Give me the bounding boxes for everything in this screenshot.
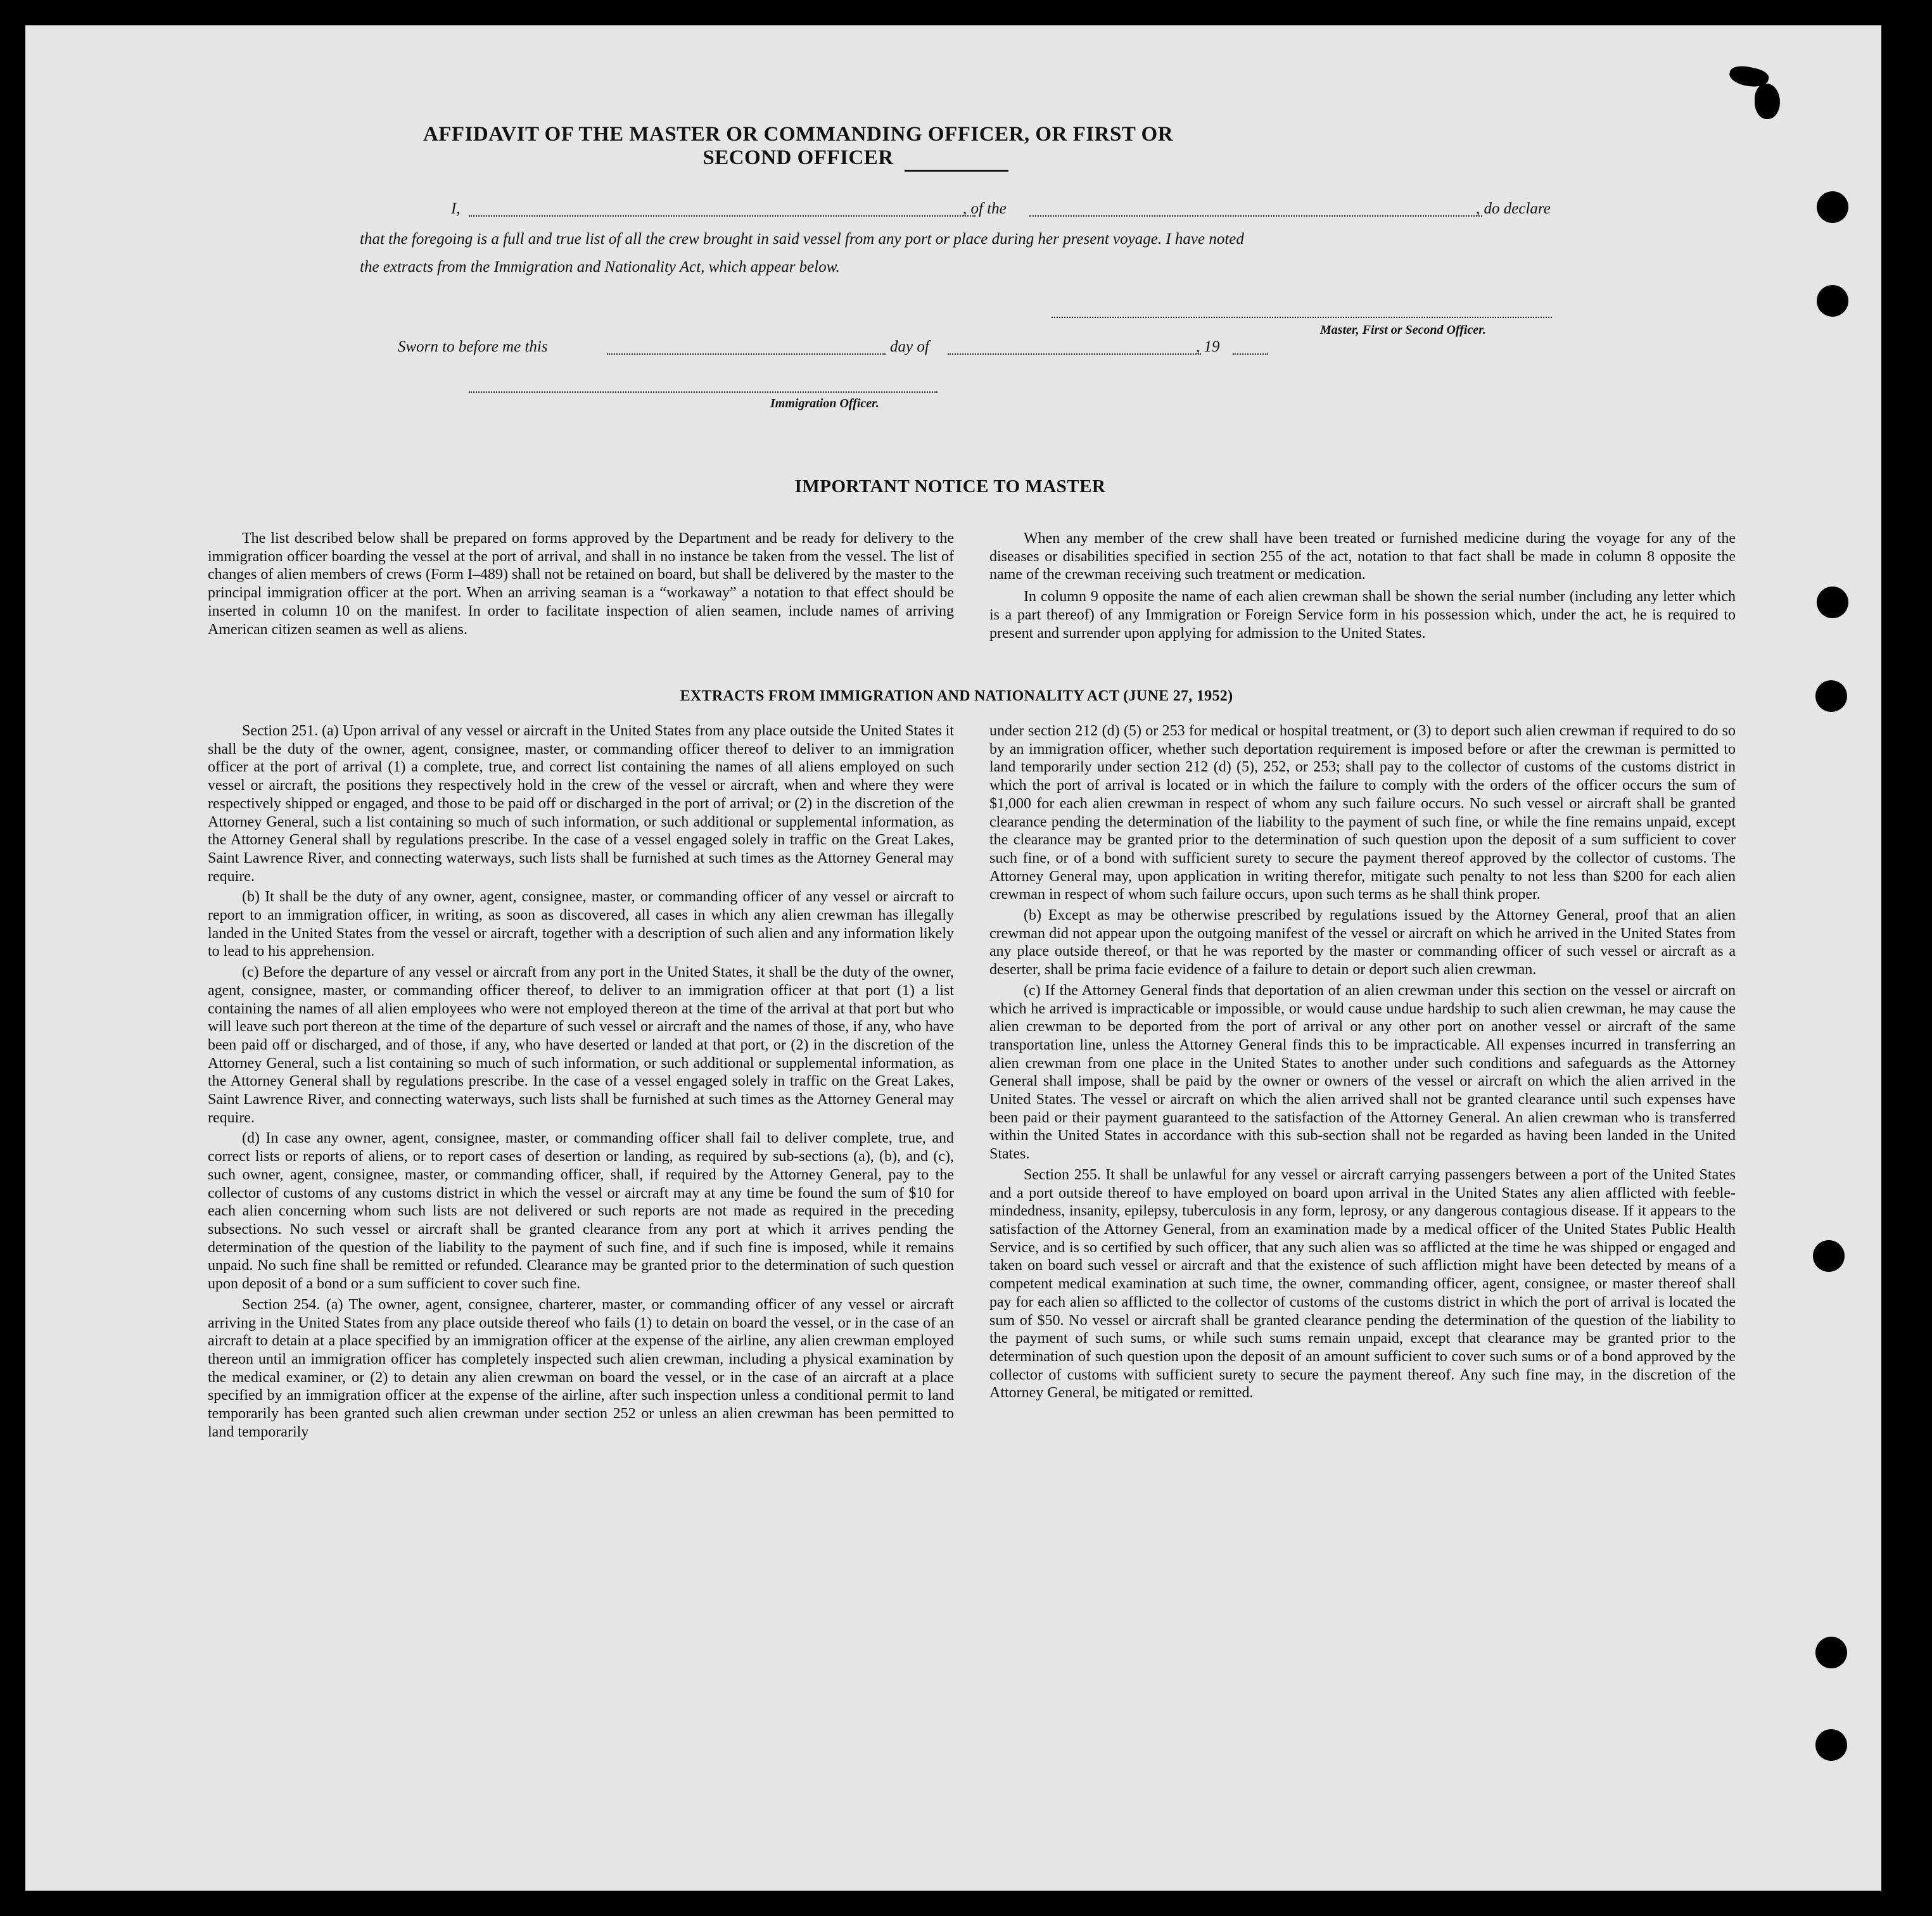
- ink-blot: [1755, 84, 1780, 119]
- sworn-year-blank[interactable]: [1233, 353, 1268, 355]
- section-251-b: (b) It shall be the duty of any owner, agent, consignee, master, or commanding officer of any vessel or aircraft to report to an immigration officer, in writing, as soon as discovered, all cases in which any alien crewman has illegally landed in the United States from the vessel or aircraft, together with a description of such alien and any information likely to lead to his apprehension.: [208, 889, 954, 960]
- section-251-a: Section 251. (a) Upon arrival of any vessel or aircraft in the United States from any place outside the United States it shall be the duty of the owner, agent, consignee, master, or commanding officer thereof to deliver to an immigration officer at the port of arrival (1) a complete, true, and correct list containing the names of all aliens employed on such vessel or aircraft, the positions they respectively hold in the crew of the vessel or aircraft, when and where they were respectively shipped or engaged, and those to be paid off or discharged in the port of arrival; or (2) in the discretion of the Attorney General, such a list containing so much of such information, or such additional or supplemental information, as the Attorney General shall by regulations prescribe. In the case of a vessel engaged solely in traffic on the Great Lakes, Saint Lawrence River, and connecting waterways, such lists shall be furnished at such times as the Attorney General may require.: [208, 723, 954, 885]
- affidavit-statement-line1: that the foregoing is a full and true list of all the crew brought in said vessel from any port or place during her present voyage. I have noted: [360, 231, 1244, 248]
- section-251-d: (d) In case any owner, agent, consignee, master, or commanding officer shall fail to deliver complete, true, and correct lists or reports of aliens, or to report cases of desertion or landing, as required by sub-sections (a), (b), and (c), such owner, agent, consignee, master, or commanding officer, shall, if required by the Attorney General, pay to the collector of customs of any customs district in which the vessel or aircraft may at any time be found the sum of $10 for each alien concerning whom such lists are not delivered or such reports are not made as required in the preceding subsections. No such vessel or aircraft shall be granted clearance from any port at which it arrives pending the determination of the question of the liability to the payment of such fine, and if such fine is imposed, while it remains unpaid. No such fine shall be remitted or refunded. Clearance may be granted prior to the determination of such question upon deposit of a bond or a sum sufficient to cover such fine.: [208, 1130, 954, 1293]
- title-rule: [905, 170, 1008, 172]
- punch-hole: [1813, 1240, 1845, 1272]
- section-254-b: (b) Except as may be otherwise prescribed by regulations issued by the Attorney General, proof that an alien crewman did not appear upon the outgoing manifest of the vessel or aircraft on which he arrived in the United States from any place outside thereof, or that he was reported by the master or commanding officer of such vessel or aircraft as a deserter, shall be prima facie evidence of a failure to detain or deport such alien crewman.: [989, 907, 1736, 979]
- notice-title: IMPORTANT NOTICE TO MASTER: [794, 476, 1106, 497]
- notice-right-column: [989, 530, 1736, 645]
- master-caption: Master, First or Second Officer.: [1320, 323, 1486, 337]
- officer-signature-line[interactable]: [469, 391, 937, 393]
- section-254-a-continued: under section 212 (d) (5) or 253 for medical or hospital treatment, or (3) to deport such alien crewman if required to do so by an immigration officer, whether such deportation requirement is imposed before or after the crewman is permitted to land temporarily under section 212 (d) (5), 252, or 253; shall pay to the collector of customs of the customs district in which the port of arrival is located or in which the failure to comply with the orders of the officer occurs the sum of $1,000 for each alien crewman in respect of whom any such failure occurs. No such vessel or aircraft shall be granted clearance pending the determination of the liability to the payment of such fine, or while the fine remains unpaid, except the clearance may be granted prior to the determination of such question upon the deposit of a sum sufficient to cover such fine, or of a bond with sufficient surety to secure the payment thereof approved by the collector of customs. The Attorney General may, upon application in writing therefor, mitigate such penalty to not less than $200 for each alien crewman in respect of whom such failure occurs, upon such terms as he shall think proper.: [989, 723, 1736, 903]
- name-blank[interactable]: [469, 215, 976, 217]
- sworn-label: Sworn to before me this: [398, 338, 548, 355]
- vessel-blank[interactable]: [1029, 215, 1482, 217]
- sworn-year-label: , 19: [1196, 338, 1220, 355]
- of-the-label: , of the: [963, 200, 1007, 217]
- affidavit-statement-line2: the extracts from the Immigration and Nationality Act, which appear below.: [360, 258, 840, 276]
- day-of-label: day of: [890, 338, 929, 355]
- master-signature-line[interactable]: [1052, 317, 1552, 318]
- notice-right-paragraph-1: When any member of the crew shall have been treated or furnished medicine during the voyage for any of the diseases or disabilities specified in section 255 of the act, notation to that fact shall be made in column 8 opposite the name of the crewman receiving such treatment or medication.: [989, 530, 1736, 583]
- extracts-left-column: [208, 722, 954, 1443]
- section-254-a: Section 254. (a) The owner, agent, consignee, charterer, master, or commanding officer of any vessel or aircraft arriving in the United States from any place outside thereof who fails (1) to detain on board the vessel, or in the case of an aircraft to detain at a place specified by an immigration officer at the expense of the airline, any alien crewman employed thereon until an immigration officer has completely inspected such alien crewman, including a physical examination by the medical examiner, or (2) to detain any alien crewman on board the vessel, or in the case of an aircraft at a place specified by an immigration officer at the expense of the airline, after such inspection unless a conditional permit to land temporarily has been granted such alien crewman under section 252 or unless an alien crewman has been permitted to land temporarily: [208, 1296, 954, 1440]
- affidavit-title: AFFIDAVIT OF THE MASTER OR COMMANDING OFFICER, OR FIRST OR SECOND OFFICER: [423, 123, 1174, 169]
- affidavit-i-label: I,: [451, 200, 461, 217]
- punch-hole: [1817, 191, 1848, 223]
- section-254-c: (c) If the Attorney General finds that deportation of an alien crewman under this section on the vessel or aircraft on which he arrived is impracticable or impossible, or would cause undue hardship to such alien crewman, he may cause the alien crewman to be deported from the port of arrival or any other port on another vessel or aircraft of the same transportation line, unless the Attorney General finds this to be impracticable. All expenses incurred in transferring an alien crewman from one place in the United States to another under such conditions and safeguards as the Attorney General shall impose, shall be paid by the owner or owners of the vessel or aircraft on which the alien arrived in the United States. The vessel or aircraft on which the alien arrived shall not be granted clearance until such expenses have been paid or their payment guaranteed to the satisfaction of the Attorney General. An alien crewman who is transferred within the United States in accordance with this sub-section shall not be regarded as having been landed in the United States.: [989, 982, 1736, 1163]
- document-page: [25, 25, 1881, 1891]
- notice-left-column: [208, 530, 954, 641]
- notice-left-paragraph: The list described below shall be prepared on forms approved by the Department and be ready for delivery to the immigration officer boarding the vessel at the port of arrival, and shall in no instance be taken from the vessel. The list of changes of alien members of crews (Form I–489) shall not be retained on board, but shall be delivered by the master to the principal immigration officer at the port. When an arriving seaman is a “workaway” a notation to that effect should be inserted in column 10 on the manifest. In order to facilitate inspection of alien seamen, include names of arriving American citizen seamen as well as aliens.: [208, 530, 954, 638]
- punch-hole: [1815, 1637, 1847, 1668]
- sworn-month-blank[interactable]: [948, 353, 1201, 355]
- extracts-right-column: [989, 722, 1736, 1405]
- section-255: Section 255. It shall be unlawful for any vessel or aircraft carrying passengers between a port of the United States and a port outside thereof to have employed on board upon arrival in the United States any alien afflicted with feeble-mindedness, insanity, epilepsy, tuberculosis in any form, leprosy, or any dangerous contagious disease. If it appears to the satisfaction of the Attorney General, from an examination made by a medical officer of the United States Public Health Service, and is so certified by such officer, that any such alien was so afflicted at the time he was shipped or engaged and taken on board such vessel or aircraft and that the existence of such affliction might have been detected by means of a competent medical examination at such time, the owner, commanding officer, agent, consignee, or master thereof shall pay for each alien so afflicted to the collector of customs of the customs district in which the port of arrival is located the sum of $50. No vessel or aircraft shall be granted clearance pending the determination of the question of the liability to the payment of such sums, or while such sums remain unpaid, except that clearance may be granted prior to the determination of such question upon the deposit of an amount sufficient to cover such sums or of a bond approved by the collector of customs with sufficient surety to secure the payment thereof. Any such fine may, in the discretion of the Attorney General, be mitigated or remitted.: [989, 1166, 1736, 1402]
- punch-hole: [1817, 285, 1848, 317]
- extracts-title: EXTRACTS FROM IMMIGRATION AND NATIONALITY ACT (JUNE 27, 1952): [680, 688, 1233, 704]
- do-declare-label: , do declare: [1476, 200, 1551, 217]
- punch-hole: [1815, 1729, 1847, 1761]
- sworn-day-blank[interactable]: [607, 353, 886, 355]
- officer-caption: Immigration Officer.: [770, 397, 879, 410]
- punch-hole: [1815, 680, 1847, 712]
- notice-right-paragraph-2: In column 9 opposite the name of each alien crewman shall be shown the serial number (including any letter which is a part thereof) of any Immigration or Foreign Service form in his possession which, under the act, he is required to present and surrender upon applying for admission to the United States.: [989, 588, 1736, 642]
- punch-hole: [1817, 587, 1848, 618]
- section-251-c: (c) Before the departure of any vessel or aircraft from any port in the United States, it shall be the duty of the owner, agent, consignee, master, or commanding officer thereof, to deliver to an immigration officer at that port (1) a list containing the names of all alien employees who were not employed thereon at the time of the arrival at that port but who will leave such port thereon at the time of the departure of such vessel or aircraft and the names of those, if any, who have been paid off or discharged, and of those, if any, who have deserted or landed at that port, or (2) in the discretion of the Attorney General, such a list containing so much of such information, or such additional or supplemental information, as the Attorney General shall by regulations prescribe. In the case of a vessel engaged solely in traffic on the Great Lakes, Saint Lawrence River, and connecting waterways, such lists shall be furnished at such times as the Attorney General may require.: [208, 964, 954, 1126]
